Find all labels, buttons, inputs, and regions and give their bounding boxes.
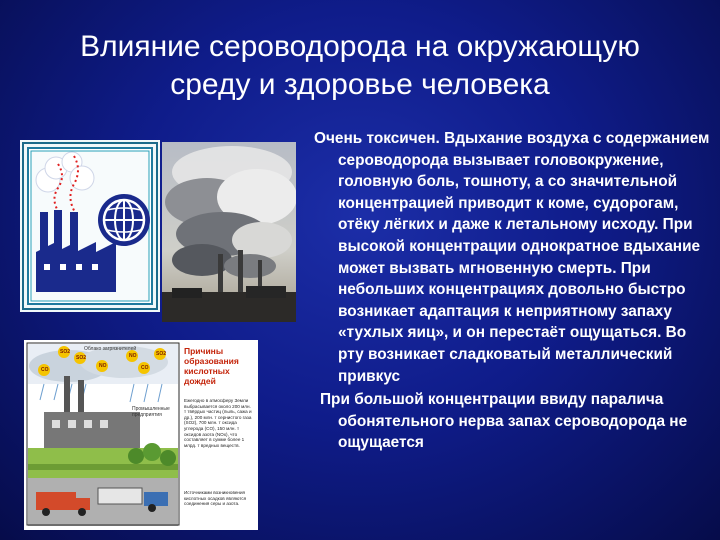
enterprises-label: Промышленные предприятия [132, 406, 170, 418]
body-text [308, 128, 712, 456]
molecule-label: SO2 [76, 355, 87, 361]
diagram-heading: Причины образования кислотных дождей [184, 346, 239, 386]
diagram-caption-body: Ежегодно в атмосферу Земли выбрасывается около 200 млн. т твёрдых частиц (пыль, сажа и др.), 200 млн. т сернистого газа (SO2), 700 млн. т оксида углерода (CO), 150 млн. т оксидов азота (NOx), что составляет в сумме более 1 млрд. т вредных веществ. [184, 398, 252, 448]
molecule-label: SO2 [60, 349, 71, 355]
paragraph-toxicity: Очень токсичен. Вдыхание воздуха с содержанием сероводорода вызывает головокружение, головную боль, тошноту, а со значительной концентрацией приводит к коме, судорогам, отёку лёгких и даже к летальному исходу. При высокой концентрации однократное вдыхание может вызвать мгновенную смерть. При небольших концентрациях довольно быстро возникает адаптация к неприятному запаху «тухлых яиц», и он перестаёт ощущаться. Во рту возникает сладковатый металлический привкус [314, 130, 710, 385]
acid-rain-diagram [24, 340, 258, 530]
factory-globe-image [20, 140, 160, 312]
globe-icon [98, 194, 150, 246]
molecule-label: SO2 [156, 351, 167, 357]
smokestacks-photo [162, 142, 296, 322]
molecule-label: NO [99, 363, 107, 369]
diagram-caption-footer: Источниками возникновения кислотных осадков являются соединения серы и азота. [184, 490, 247, 507]
paragraph-olfactory-paralysis: При большой концентрации ввиду паралича обонятельного нерва запах сероводорода не ощущается [320, 391, 688, 452]
molecule-label: NO [129, 353, 137, 359]
molecule-label: CO [141, 365, 149, 371]
title-line-1: Влияние сероводорода на окружающую [80, 30, 640, 63]
title-line-2: среду и здоровье человека [170, 68, 550, 101]
pollution-cloud-label: Облако загрязнителей [84, 346, 137, 352]
slide-title [40, 28, 680, 104]
molecule-label: CO [41, 367, 49, 373]
